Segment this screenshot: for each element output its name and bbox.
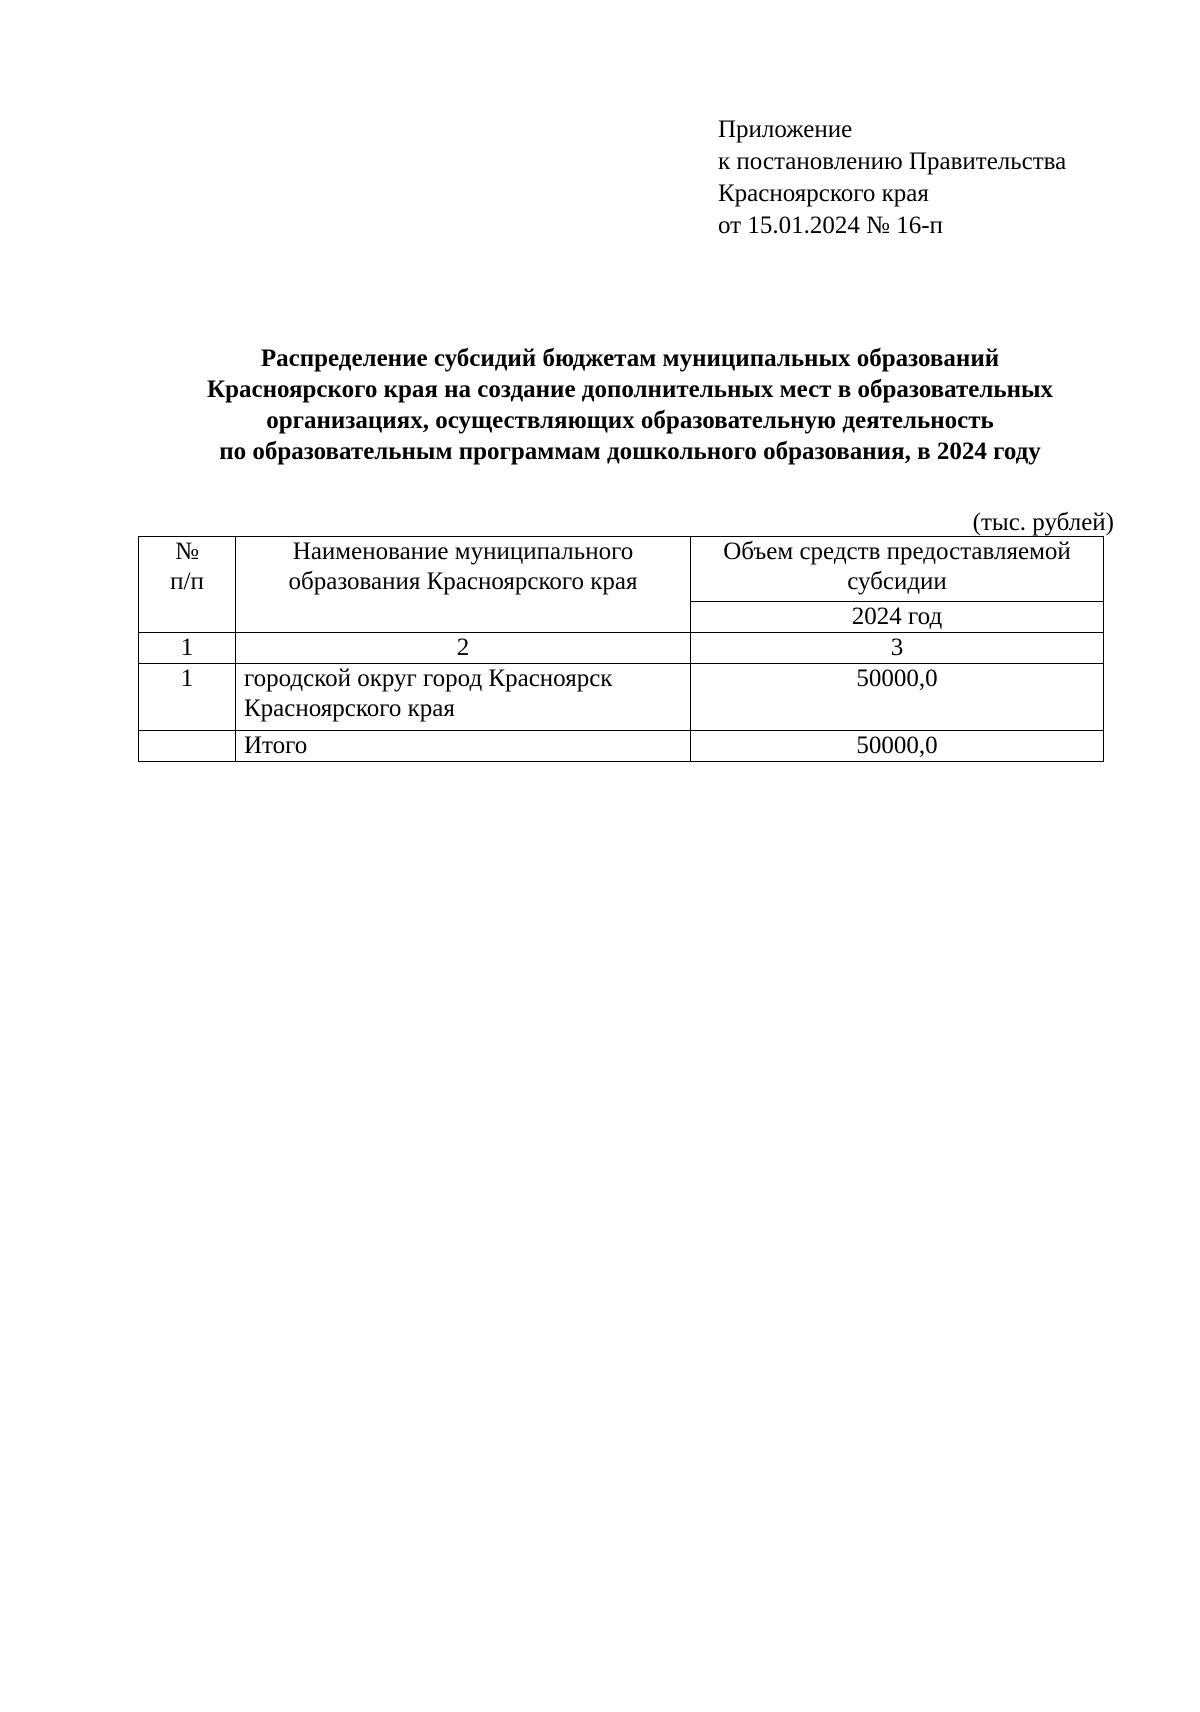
header-name-cell xyxy=(236,537,691,633)
header-name-line-1: Наименование муниципального xyxy=(292,538,634,565)
column-number-3: 3 xyxy=(691,633,1104,664)
row-municipality-name xyxy=(236,664,691,731)
table-header-row xyxy=(139,537,1104,602)
appendix-line-1: Приложение xyxy=(718,116,853,143)
title-line-1: Распределение субсидий бюджетам муниципальных образований xyxy=(260,345,1000,372)
appendix-line-2: к постановлению Правительства xyxy=(718,148,1067,175)
title-line-4: по образовательным программам дошкольного образования, в 2024 году xyxy=(219,438,1041,465)
header-amount-line-2: субсидии xyxy=(847,568,947,595)
column-numbers-row xyxy=(139,633,1104,664)
header-year-cell: 2024 год xyxy=(691,602,1104,633)
total-amount: 50000,0 xyxy=(691,731,1104,762)
appendix-line-4: от 15.01.2024 № 16-п xyxy=(718,212,943,239)
units-label: (тыс. рублей) xyxy=(972,509,1114,536)
header-amount-cell xyxy=(691,537,1104,602)
appendix-header xyxy=(718,114,1066,242)
table-row xyxy=(139,664,1104,731)
total-row xyxy=(139,731,1104,762)
title-line-3: организациях, осуществляющих образовательную деятельность xyxy=(266,407,994,434)
total-label: Итого xyxy=(236,731,691,762)
column-number-1: 1 xyxy=(139,633,236,664)
total-number xyxy=(139,731,236,762)
row-name-line-2: Красноярского края xyxy=(244,695,455,722)
header-name-line-2: образования Красноярского края xyxy=(288,568,638,595)
appendix-line-3: Красноярского края xyxy=(718,180,929,207)
title-line-2: Красноярского края на создание дополнительных мест в образовательных xyxy=(206,376,1054,403)
column-number-2: 2 xyxy=(236,633,691,664)
header-amount-line-1: Объем средств предоставляемой xyxy=(723,538,1071,565)
document-title xyxy=(120,343,1140,467)
row-amount: 50000,0 xyxy=(691,664,1104,731)
header-number-line-2: п/п xyxy=(170,568,204,595)
row-number: 1 xyxy=(139,664,236,731)
subsidy-table xyxy=(138,536,1104,762)
header-number-line-1: № xyxy=(175,538,199,565)
row-name-line-1: городской округ город Красноярск xyxy=(244,665,613,692)
header-number-cell xyxy=(139,537,236,633)
